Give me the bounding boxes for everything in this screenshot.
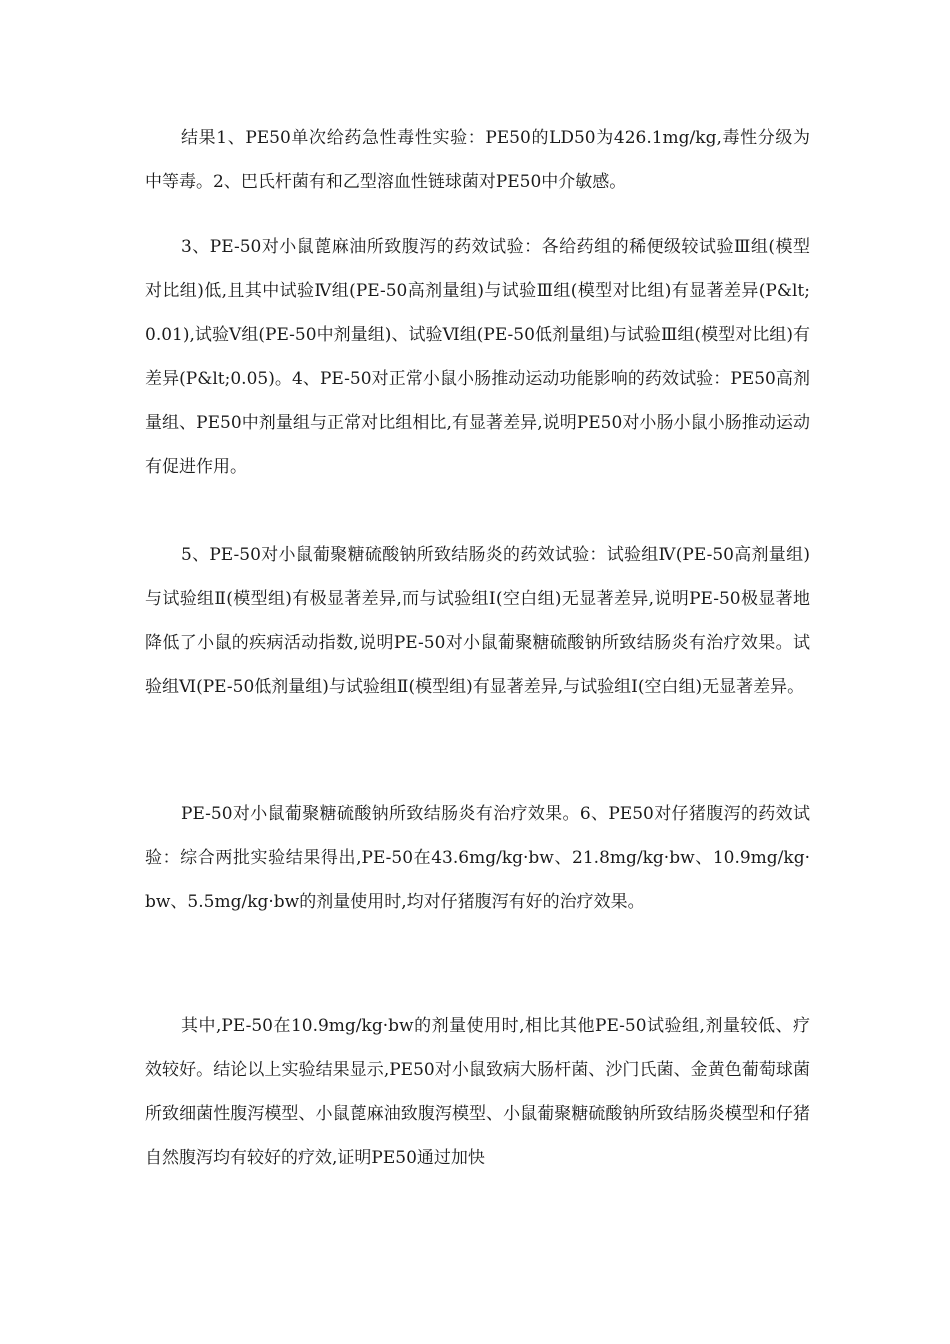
paragraph-results-acute-toxicity: 结果1、PE50单次给药急性毒性实验：PE50的LD50为426.1mg/kg,毒性分级为中等毒。2、巴氏杆菌有和乙型溶血性链球菌对PE50中介敏感。 [145, 128, 810, 192]
paragraph-piglet-diarrhea: PE-50对小鼠葡聚糖硫酸钠所致结肠炎有治疗效果。6、PE50对仔猪腹泻的药效试验：综合两批实验结果得出,PE-50在43.6mg/kg·bw、21.8mg/kg·bw、10.9mg/kg·bw、5.5mg/kg·bw的剂量使用时,均对仔猪腹泻有好的治疗效果。 [145, 804, 810, 912]
paragraph-colitis-trial: 5、PE-50对小鼠葡聚糖硫酸钠所致结肠炎的药效试验：试验组Ⅳ(PE-50高剂量组)与试验组Ⅱ(模型组)有极显著差异,而与试验组Ⅰ(空白组)无显著差异,说明PE-50极显著地降低了小鼠的疾病活动指数,说明PE-50对小鼠葡聚糖硫酸钠所致结肠炎有治疗效果。试验组Ⅵ(PE-50低剂量组)与试验组Ⅱ(模型组)有显著差异,与试验组Ⅰ(空白组)无显著差异。 [145, 545, 810, 697]
paragraph-conclusion: 其中,PE-50在10.9mg/kg·bw的剂量使用时,相比其他PE-50试验组,剂量较低、疗效较好。结论以上实验结果显示,PE50对小鼠致病大肠杆菌、沙门氏菌、金黄色葡萄球菌所致细菌性腹泻模型、小鼠蓖麻油致腹泻模型、小鼠葡聚糖硫酸钠所致结肠炎模型和仔猪自然腹泻均有较好的疗效,证明PE50通过加快 [145, 1016, 810, 1168]
paragraph-castor-oil-diarrhea: 3、PE-50对小鼠蓖麻油所致腹泻的药效试验：各给药组的稀便级较试验Ⅲ组(模型对比组)低,且其中试验Ⅳ组(PE-50高剂量组)与试验Ⅲ组(模型对比组)有显著差异(P&lt;0.01),试验Ⅴ组(PE-50中剂量组)、试验Ⅵ组(PE-50低剂量组)与试验Ⅲ组(模型对比组)有差异(P&lt;0.05)。4、PE-50对正常小鼠小肠推动运动功能影响的药效试验：PE50高剂量组、PE50中剂量组与正常对比组相比,有显著差异,说明PE50对小肠小鼠小肠推动运动有促进作用。 [145, 237, 810, 477]
